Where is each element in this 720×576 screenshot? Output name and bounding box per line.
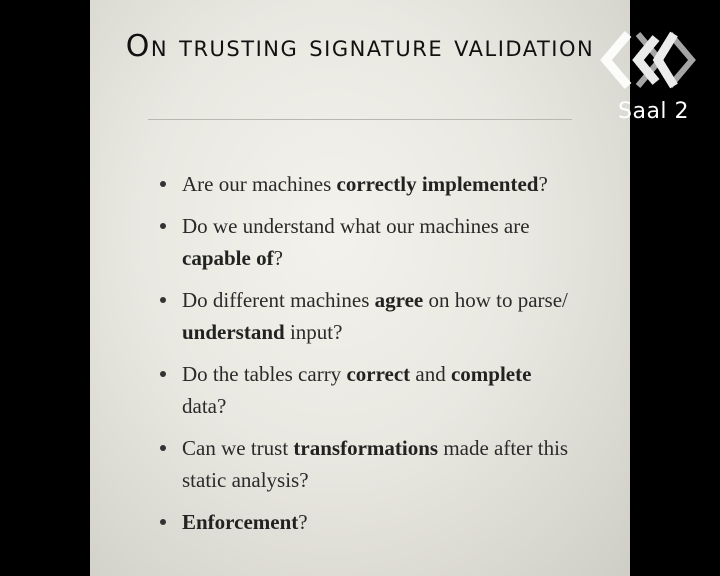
bullet-dot-icon <box>160 519 166 525</box>
bullet-text: ? <box>273 246 283 270</box>
bullet-text: Are our machines <box>182 172 337 196</box>
bullet-emphasis: understand <box>182 320 285 344</box>
bullet-item <box>160 432 570 496</box>
bullet-text: data? <box>182 394 227 418</box>
bullet-dot-icon <box>160 223 166 229</box>
bullet-emphasis: correctly implemented <box>336 172 539 196</box>
bullet-text: Do the tables carry <box>182 362 347 386</box>
bullet-text: ? <box>298 510 308 534</box>
bullet-emphasis: agree <box>374 288 424 312</box>
bullet-emphasis: transformations <box>293 436 439 460</box>
bullet-dot-icon <box>160 181 166 187</box>
bullet-text: made after this static analysis? <box>182 436 569 492</box>
bullet-item <box>160 358 570 422</box>
bullet-emphasis: complete <box>450 362 532 386</box>
bullet-text: Do different machines <box>182 288 375 312</box>
bullet-text: ? <box>538 172 548 196</box>
bullet-dot-icon <box>160 371 166 377</box>
slide-title: On trusting signature validation <box>125 29 595 64</box>
presentation-slide <box>90 0 630 576</box>
bullet-emphasis: capable of <box>182 246 274 270</box>
bullet-text: Can we trust <box>182 436 294 460</box>
bullet-text: and <box>410 362 451 386</box>
bullet-text: input? <box>284 320 343 344</box>
bullet-emphasis: Enforcement <box>182 510 299 534</box>
room-label: Saal 2 <box>618 99 690 124</box>
bullet-item <box>160 168 570 200</box>
bullet-emphasis: correct <box>346 362 411 386</box>
bullet-text: Do we understand what our machines are <box>182 214 530 238</box>
bullet-list <box>160 168 570 548</box>
title-divider <box>148 119 572 120</box>
bullet-text: on how to parse/ <box>423 288 568 312</box>
bullet-dot-icon <box>160 297 166 303</box>
bullet-item <box>160 210 570 274</box>
bullet-item <box>160 506 570 538</box>
bullet-item <box>160 284 570 348</box>
bullet-dot-icon <box>160 445 166 451</box>
ccc-logo-icon <box>598 28 696 92</box>
